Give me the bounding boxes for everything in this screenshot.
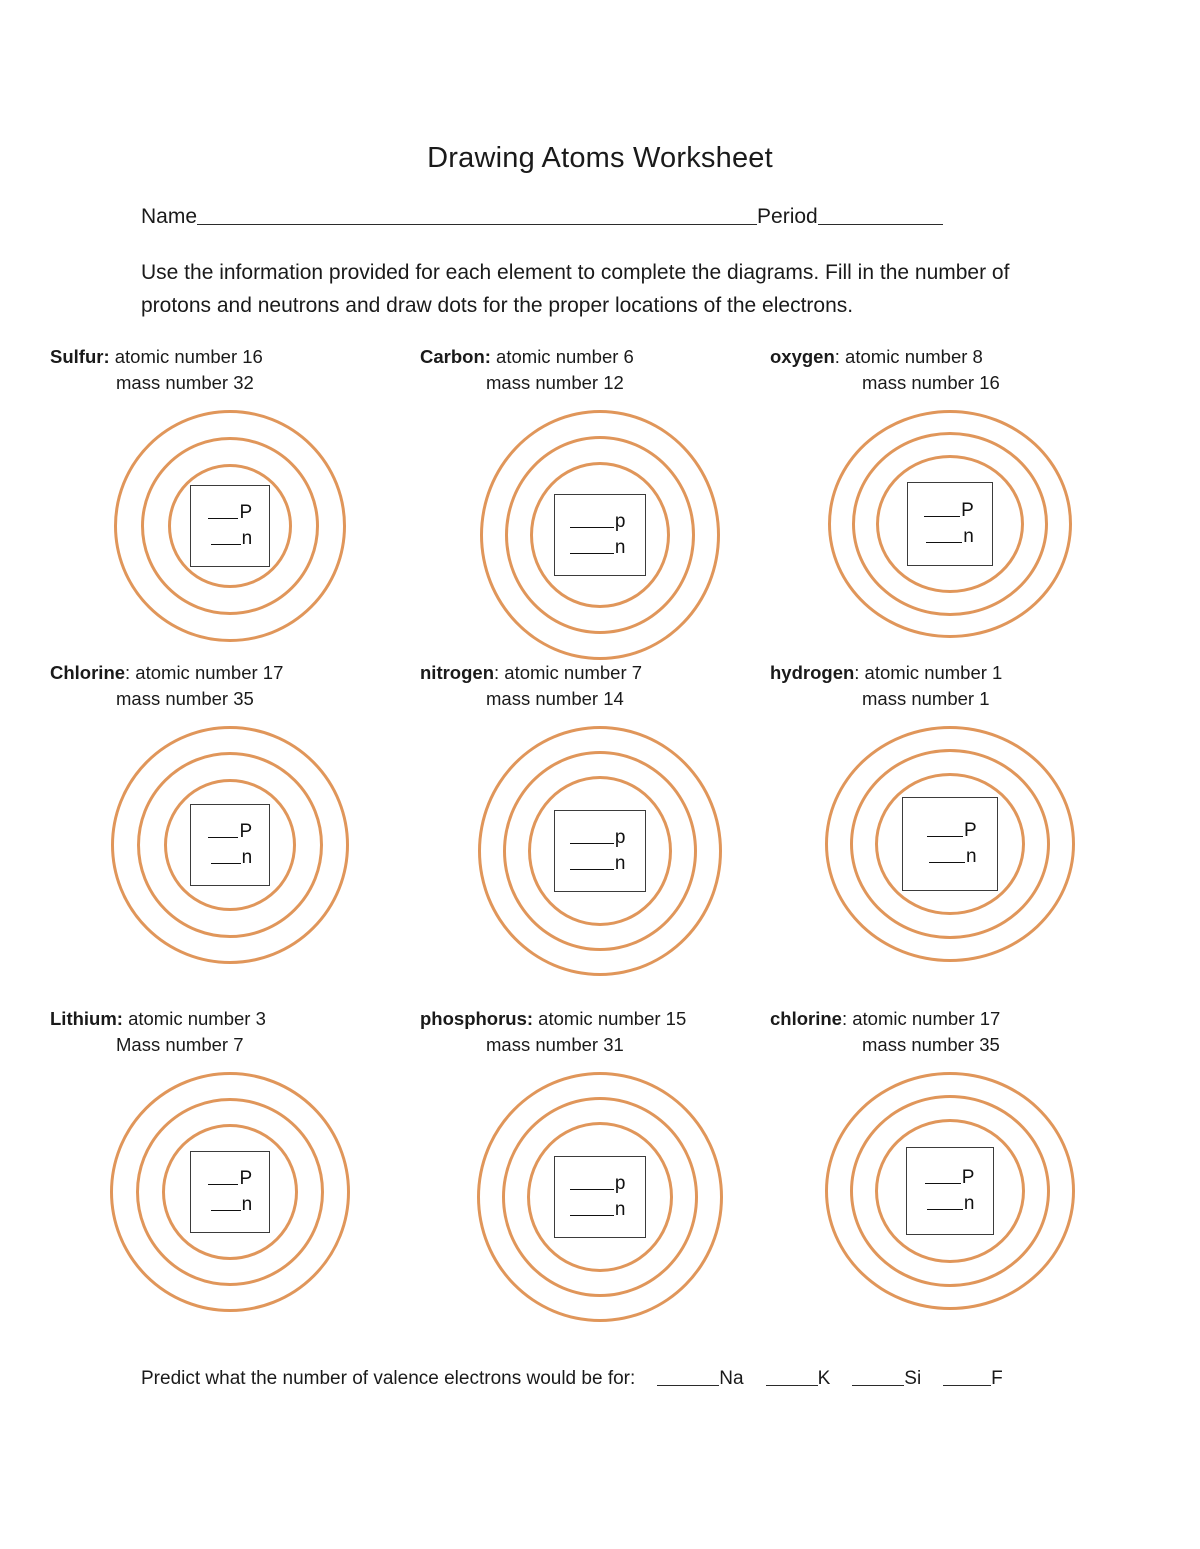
nucleus-box[interactable] [554,1156,646,1238]
nucleus-box[interactable] [554,494,646,576]
proton-count-blank[interactable] [924,501,960,517]
valence-element-na: Na [719,1368,744,1389]
atom-info-labels [50,1006,410,1058]
element-atomic-number-line [50,344,410,370]
mass-number-text: Mass number 7 [116,1034,244,1055]
neutron-line [570,851,645,877]
proton-count-blank[interactable] [925,1168,961,1184]
nucleus-box[interactable] [907,482,993,566]
bohr-model-diagram [110,1072,350,1312]
neutron-line [211,845,269,871]
atomic-number-text: : atomic number 8 [834,346,983,367]
element-atomic-number-line [50,660,410,686]
valence-blank-k[interactable] [766,1369,818,1386]
bohr-model-diagram [478,726,722,976]
proton-line [570,1171,645,1197]
neutron-count-blank[interactable] [929,847,965,863]
atomic-number-text: : atomic number 17 [841,1008,1001,1029]
atom-cell [50,344,410,642]
mass-number-text: mass number 16 [862,372,1000,393]
proton-line [570,509,645,535]
atomic-number-text: atomic number 16 [109,346,263,367]
proton-count-blank[interactable] [570,512,614,528]
atom-info-labels [420,1006,780,1058]
bohr-model-diagram [477,1072,723,1322]
proton-count-blank[interactable] [208,1169,238,1185]
element-atomic-number-line [770,1006,1130,1032]
neutron-symbol: n [963,1193,975,1214]
atom-row [0,660,1200,995]
neutron-count-blank[interactable] [927,1194,963,1210]
proton-count-blank[interactable] [208,503,238,519]
atom-info-labels [420,660,780,712]
neutron-symbol: n [614,1199,626,1220]
neutron-count-blank[interactable] [570,538,614,554]
element-name: Sulfur: [50,346,110,367]
atomic-number-text: atomic number 3 [122,1008,266,1029]
element-name: Lithium: [50,1008,123,1029]
valence-blank-f[interactable] [943,1369,991,1386]
proton-symbol: P [963,820,977,841]
proton-count-blank[interactable] [927,821,963,837]
proton-symbol: P [239,502,252,523]
nucleus-box[interactable] [190,804,270,886]
element-atomic-number-line [420,344,780,370]
neutron-symbol: n [614,537,626,558]
valence-element-k: K [817,1368,831,1389]
atom-cell [50,660,410,964]
valence-prediction-line [141,1368,1101,1390]
element-atomic-number-line [770,344,1130,370]
atom-cell [420,344,780,660]
valence-element-f: F [991,1368,1003,1389]
neutron-line [926,524,992,550]
element-atomic-number-line [420,660,780,686]
proton-count-blank[interactable] [570,828,614,844]
element-name: nitrogen [420,662,494,683]
atom-info-labels [50,660,410,712]
atomic-number-text: : atomic number 7 [494,662,643,683]
atom-cell [420,1006,780,1322]
atom-cell [770,660,1130,962]
neutron-line [929,844,997,870]
nucleus-box[interactable] [902,797,998,891]
neutron-symbol: n [614,853,626,874]
neutron-symbol: n [241,528,252,549]
atom-cell [770,344,1130,638]
proton-symbol: P [239,1168,252,1189]
proton-count-blank[interactable] [570,1174,614,1190]
proton-symbol: p [614,827,626,848]
neutron-count-blank[interactable] [211,1195,241,1211]
neutron-count-blank[interactable] [211,529,241,545]
element-atomic-number-line [420,1006,780,1032]
atom-cell [420,660,780,976]
neutron-line [211,526,269,552]
element-name: Chlorine [50,662,126,683]
neutron-line [927,1191,993,1217]
page-title: Drawing Atoms Worksheet [427,142,773,174]
element-atomic-number-line [50,1006,410,1032]
neutron-count-blank[interactable] [211,848,241,864]
bohr-model-diagram [480,410,720,660]
name-blank[interactable] [197,205,757,225]
neutron-line [570,1197,645,1223]
atom-info-labels [50,344,410,396]
atomic-number-text: : atomic number 17 [125,662,284,683]
neutron-line [211,1192,269,1218]
mass-number-text: mass number 35 [116,688,254,709]
bohr-model-diagram [825,726,1075,962]
mass-number-text: mass number 31 [486,1034,624,1055]
atomic-number-text: atomic number 6 [490,346,634,367]
neutron-count-blank[interactable] [926,527,962,543]
atom-cell [770,1006,1130,1310]
bohr-model-diagram [111,726,349,964]
period-blank[interactable] [818,205,943,225]
mass-number-text: mass number 1 [862,688,990,709]
valence-prompt: Predict what the number of valence electrons would be for: [141,1368,636,1389]
mass-number-text: mass number 32 [116,372,254,393]
proton-line [927,818,997,844]
proton-line [208,1166,269,1192]
nucleus-box[interactable] [906,1147,994,1235]
nucleus-box[interactable] [554,810,646,892]
atomic-number-text: atomic number 15 [533,1008,687,1029]
mass-number-text: mass number 14 [486,688,624,709]
proton-symbol: P [961,500,974,521]
neutron-symbol: n [963,526,974,547]
proton-symbol: p [614,511,626,532]
element-atomic-number-line [770,660,1130,686]
atomic-number-text: : atomic number 1 [854,662,1003,683]
period-label: Period [757,205,818,228]
name-label: Name [141,205,198,228]
atom-cell [50,1006,410,1312]
atom-info-labels [770,1006,1130,1058]
neutron-symbol: n [241,847,252,868]
proton-count-blank[interactable] [208,822,238,838]
valence-element-si: Si [904,1368,922,1389]
atom-info-labels [770,660,1130,712]
nucleus-box[interactable] [190,1151,270,1233]
neutron-symbol: n [966,846,977,867]
element-name: hydrogen [770,662,855,683]
proton-symbol: P [239,821,252,842]
bohr-model-diagram [828,410,1072,638]
mass-number-text: mass number 12 [486,372,624,393]
proton-line [208,819,269,845]
bohr-model-diagram [114,410,346,642]
element-name: chlorine [770,1008,842,1029]
valence-blank-na[interactable] [657,1369,719,1386]
name-period-line [141,205,1061,229]
valence-blanks [657,1368,1003,1389]
valence-blank-si[interactable] [852,1369,904,1386]
neutron-symbol: n [241,1194,252,1215]
nucleus-box[interactable] [190,485,270,567]
proton-line [925,1165,993,1191]
proton-line [208,500,269,526]
neutron-line [570,535,645,561]
atom-info-labels [420,344,780,396]
atom-row [0,344,1200,644]
atom-row [0,1006,1200,1346]
neutron-count-blank[interactable] [570,1200,614,1216]
mass-number-text: mass number 35 [862,1034,1000,1055]
bohr-model-diagram [825,1072,1075,1310]
instructions-text: Use the information provided for each element to complete the diagrams. Fill in the number of protons and neutrons and draw dots for the proper locations of the electrons. [141,261,1010,317]
element-name: oxygen [770,346,835,367]
proton-symbol: p [614,1173,626,1194]
proton-line [570,825,645,851]
proton-line [924,498,992,524]
atom-info-labels [770,344,1130,396]
proton-symbol: P [961,1167,975,1188]
element-name: Carbon: [420,346,491,367]
element-name: phosphorus: [420,1008,534,1029]
neutron-count-blank[interactable] [570,854,614,870]
